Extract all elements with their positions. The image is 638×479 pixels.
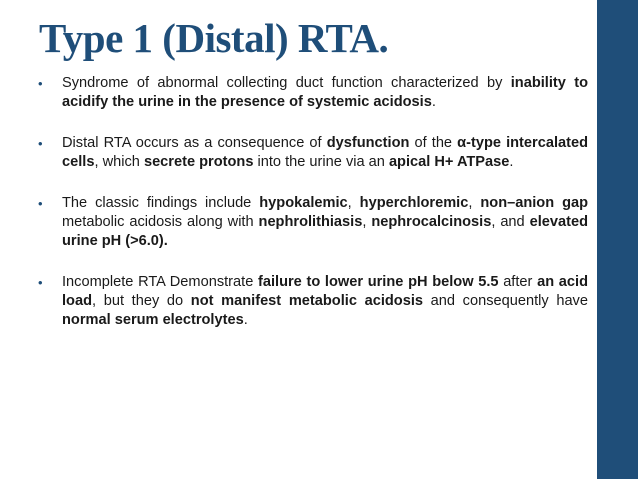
bullet-segment: , bbox=[468, 195, 481, 211]
bullet-list bbox=[36, 74, 588, 352]
bullet-segment: , bbox=[347, 195, 360, 211]
bullet-text bbox=[62, 274, 588, 328]
bullet-bold-segment: inability to acidify the urine in the presence of systemic acidosis bbox=[62, 75, 588, 110]
bullet-bold-segment: elevated urine pH (>6.0). bbox=[62, 214, 589, 249]
bullet-bold-segment: apical H+ ATPase bbox=[388, 154, 510, 170]
bullet-bold-segment: secrete protons bbox=[143, 154, 254, 170]
bullet-segment: , which bbox=[94, 154, 144, 170]
bullet-bold-segment: dysfunction bbox=[326, 135, 410, 151]
bullet-segment: Incomplete RTA Demonstrate bbox=[62, 274, 258, 290]
bullet-bold-segment: failure to lower urine pH below 5.5 bbox=[258, 274, 499, 290]
bullet-segment: , and bbox=[491, 214, 530, 230]
bullet-segment: . bbox=[243, 312, 248, 328]
bullet-bold-segment: hypokalemic bbox=[259, 195, 348, 211]
bullet-segment: after bbox=[498, 274, 538, 290]
bullet-text bbox=[62, 75, 588, 110]
bullet-segment: . bbox=[431, 94, 436, 110]
bullet-bold-segment: normal serum electrolytes bbox=[62, 312, 244, 328]
bullet-segment: of the bbox=[409, 135, 458, 151]
bullet-text bbox=[62, 195, 588, 249]
bullet-dot-icon: • bbox=[38, 76, 43, 91]
bullet-segment: . bbox=[509, 154, 514, 170]
side-accent-bar bbox=[597, 0, 638, 479]
bullet-dot-icon: • bbox=[38, 275, 43, 290]
bullet-segment: Syndrome of abnormal collecting duct function characterized by bbox=[62, 75, 511, 91]
bullet-dot-icon: • bbox=[38, 136, 43, 151]
bullet-segment: and consequently have bbox=[423, 293, 588, 309]
bullet-bold-segment: nephrocalcinosis bbox=[371, 214, 492, 230]
bullet-segment: The classic findings include bbox=[62, 195, 260, 211]
bullet-segment: into the urine via an bbox=[253, 154, 389, 170]
bullet-bold-segment: nephrolithiasis bbox=[258, 214, 363, 230]
bullet-item bbox=[36, 273, 588, 330]
slide-title: Type 1 (Distal) RTA. bbox=[39, 15, 389, 61]
bullet-segment: , but they do bbox=[92, 293, 191, 309]
bullet-segment: Distal RTA occurs as a consequence of bbox=[62, 135, 327, 151]
bullet-bold-segment: α-type intercalated cells bbox=[62, 135, 589, 170]
bullet-text bbox=[62, 135, 588, 170]
bullet-dot-icon: • bbox=[38, 196, 43, 211]
bullet-segment: metabolic acidosis along with bbox=[62, 214, 259, 230]
bullet-bold-segment: non–anion gap bbox=[480, 195, 589, 211]
bullet-bold-segment: not manifest metabolic acidosis bbox=[190, 293, 423, 309]
bullet-bold-segment: hyperchloremic bbox=[359, 195, 469, 211]
bullet-item bbox=[36, 134, 588, 172]
bullet-segment: , bbox=[362, 214, 372, 230]
bullet-bold-segment: an acid load bbox=[62, 274, 588, 309]
bullet-item bbox=[36, 74, 588, 112]
bullet-item bbox=[36, 194, 588, 251]
